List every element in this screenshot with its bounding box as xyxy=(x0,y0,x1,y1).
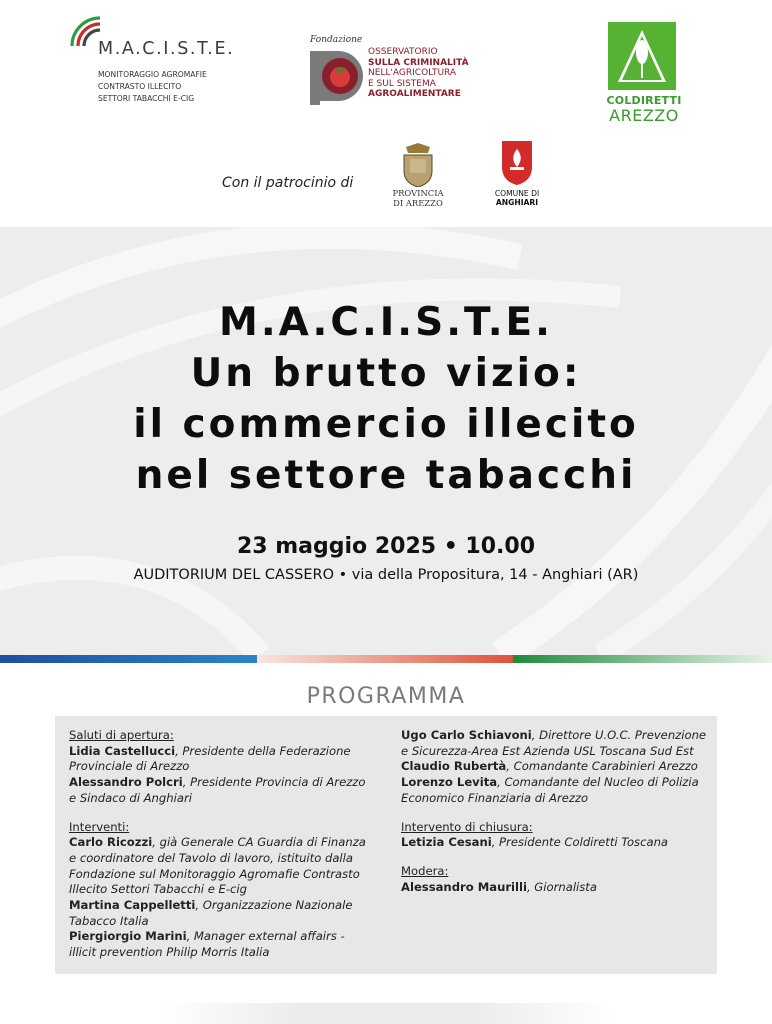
speaker-entry: Claudio Rubertà, Comandante Carabinieri Arezzo xyxy=(401,759,698,774)
coldiretti-emblem xyxy=(608,22,676,90)
event-date: 23 maggio 2025 • 10.00 xyxy=(236,534,536,559)
comune-crest-icon xyxy=(500,137,534,185)
interventi-label: Interventi: xyxy=(69,819,130,834)
event-title: M.A.C.I.S.T.E. Un brutto vizio: il commercio illecito nel settore tabacchi xyxy=(133,300,639,498)
provincia-logo xyxy=(388,143,450,213)
programma-right-column: Ugo Carlo Schiavoni, Direttore U.O.C. Prevenzione e Sicurezza-Area Est Azienda USL Toscana Sud Est Claudio Rubertà, Comandante Carabinieri Arezzo Lorenzo Levita, Comandante del Nucleo di Polizia Economico Finanziaria di Arezzo Intervento di chiusura: Letizia Cesani, Presidente Coldiretti Toscana Modera: Alessandro Maurilli, Giornalista xyxy=(401,728,711,895)
event-venue: AUDITORIUM DEL CASSERO • via della Propositura, 14 - Anghiari (AR) xyxy=(133,567,639,583)
coldiretti-logo xyxy=(604,18,688,125)
patrocinio-label: Con il patrocinio di xyxy=(222,175,354,191)
speaker-entry: Alessandro Polcri, Presidente Provincia di Arezzo xyxy=(69,775,366,790)
stripe-green xyxy=(513,655,772,663)
comune-text: COMUNE DI ANGHIARI xyxy=(494,189,540,207)
stripe-blue xyxy=(0,655,257,663)
bottom-decoration xyxy=(160,1003,612,1024)
speaker-entry: Lorenzo Levita, Comandante del Nucleo di Polizia xyxy=(401,775,699,790)
macise-logo xyxy=(68,12,268,112)
programma-box xyxy=(55,716,717,974)
osservatorio-logo xyxy=(306,34,506,110)
coldiretti-sub: AREZZO xyxy=(609,106,679,125)
speaker-entry: Alessandro Maurilli, Giornalista xyxy=(401,879,597,894)
speaker-entry: Piergiorgio Marini, Manager external affairs - xyxy=(69,929,345,944)
speaker-entry: Lidia Castellucci, Presidente della Federazione xyxy=(69,743,351,758)
saluti-label: Saluti di apertura: xyxy=(69,728,174,742)
modera-label: Modera: xyxy=(401,863,449,878)
provincia-crest-icon xyxy=(400,143,436,187)
speaker-entry: Letizia Cesani, Presidente Coldiretti Toscana xyxy=(401,835,669,850)
comune-logo xyxy=(488,137,548,213)
hero-band xyxy=(0,227,772,655)
chiusura-label: Intervento di chiusura: xyxy=(401,819,533,834)
macise-subtitle: MONITORAGGIO AGROMAFIE CONTRASTO ILLECITO SETTORI TABACCHI E-CIG xyxy=(98,70,207,103)
stripe-red xyxy=(257,655,513,663)
provincia-text: PROVINCIA DI AREZZO xyxy=(392,188,444,208)
programma-title: PROGRAMMA xyxy=(306,684,466,709)
speaker-entry: Carlo Ricozzi, già Generale CA Guardia di Finanza xyxy=(69,835,366,850)
wheat-icon xyxy=(608,22,676,90)
programma-left-column: Saluti di apertura: Lidia Castellucci, Presidente della Federazione Provinciale di Arezzo Alessandro Polcri, Presidente Provincia di Arezzo e Sindaco di Anghiari Interventi: Carlo Ricozzi, già Generale CA Guardia di Finanza e coordinatore del Tavolo di lavoro, istituito dalla Fondazione sul Monitoraggio Agromafie Contrasto Illecito Settori Tabacchi e E-cig Martina Cappelletti, Organizzazione Nazionale Tabacco Italia Piergiorgio Marini, Manager external affairs - illicit prevention Philip Morris Italia xyxy=(69,728,369,961)
coldiretti-name: COLDIRETTI xyxy=(606,94,682,107)
fondazione-label: Fondazione xyxy=(310,35,363,45)
osservatorio-text: OSSERVATORIO SULLA CRIMINALITÀ NELL'AGRICOLTURA E SUL SISTEMA AGROALIMENTARE xyxy=(368,47,469,100)
macise-name: M.A.C.I.S.T.E. xyxy=(98,39,235,59)
tomato-mark-icon xyxy=(308,47,366,105)
speaker-entry: Ugo Carlo Schiavoni, Direttore U.O.C. Prevenzione xyxy=(401,728,707,742)
speaker-entry: Martina Cappelletti, Organizzazione Nazionale xyxy=(69,898,353,913)
